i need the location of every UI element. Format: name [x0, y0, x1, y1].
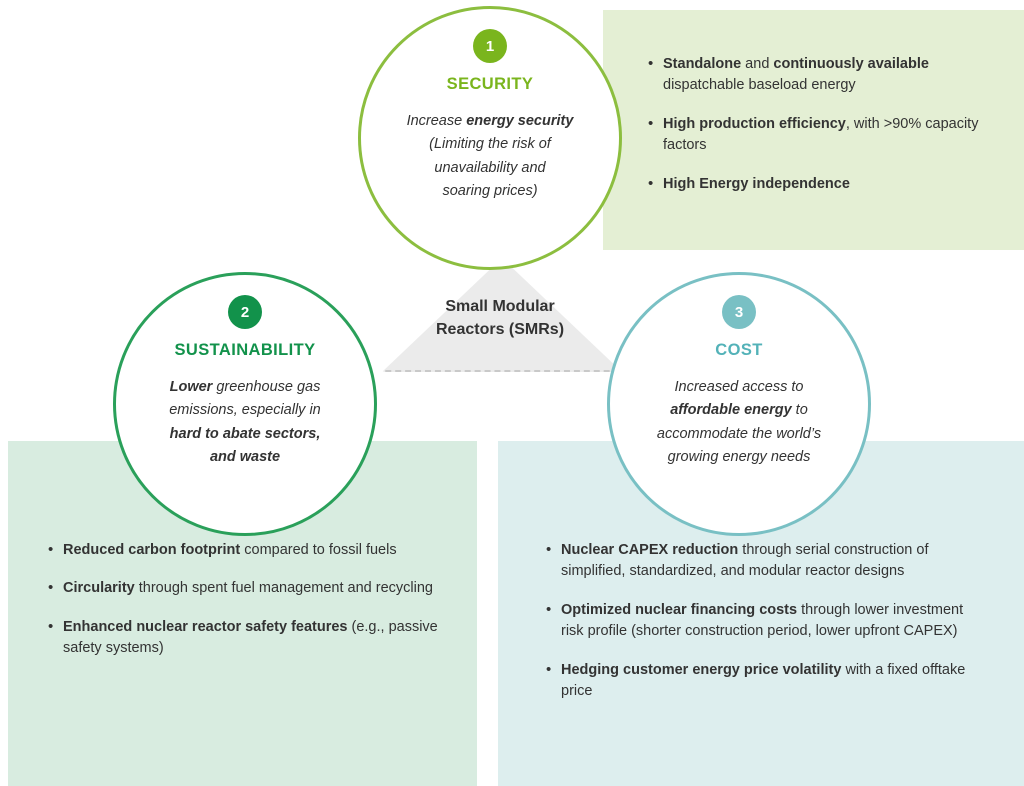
- pillar-title-security: SECURITY: [446, 75, 534, 93]
- list-item: [546, 540, 966, 583]
- bullet-bold-1: Nuclear CAPEX reduction: [561, 542, 739, 558]
- bullet-rest: , with >90% capacity factors: [663, 115, 979, 154]
- security-desc-line4: soaring prices): [442, 183, 538, 200]
- bullet-rest: through spent fuel management and recycling: [134, 580, 433, 597]
- bullet-rest: dispatchable baseload energy: [663, 77, 856, 94]
- sustainability-desc-bold: Lower: [169, 379, 213, 395]
- bullet-rest: with a fixed offtake price: [561, 661, 966, 700]
- bullet-bold-2: continuously available: [773, 56, 929, 72]
- pillar-title-sustainability: SUSTAINABILITY: [174, 341, 316, 359]
- pillar-description-cost: [639, 376, 839, 470]
- center-label-line-2: Reactors (SMRs): [435, 321, 565, 339]
- pillar-circle-security: [358, 6, 622, 270]
- pillar-number-badge-security: 1: [473, 29, 507, 63]
- list-item: [648, 54, 998, 97]
- cost-desc-line1: Increased access to: [674, 379, 804, 395]
- bullet-list-cost: [546, 540, 966, 703]
- security-desc-bold: energy security: [466, 113, 574, 129]
- bullet-bold-1: Hedging customer energy price volatility: [561, 661, 842, 678]
- cost-desc-line3: accommodate the world’s: [656, 425, 822, 442]
- bullet-rest: (e.g., passive safety systems): [63, 618, 438, 657]
- bullet-bold-1: Optimized nuclear financing costs: [561, 601, 798, 618]
- list-item: [648, 114, 998, 157]
- list-item: [546, 660, 966, 703]
- cost-desc-line4: growing energy needs: [667, 449, 811, 466]
- sustainability-desc-line4: and waste: [209, 449, 281, 466]
- cost-desc-line2-plain: to: [791, 402, 808, 419]
- pillar-description-sustainability: [145, 376, 345, 470]
- pillar-circle-sustainability: [113, 272, 377, 536]
- sustainability-desc-line2: emissions, especially in: [169, 402, 321, 419]
- pillar-title-cost: COST: [715, 341, 763, 359]
- sustainability-desc-line3: hard to abate sectors,: [169, 425, 321, 442]
- list-item: [48, 578, 443, 599]
- bullet-rest: through lower investment risk profile (shorter construction period, lower upfront CAPEX): [561, 601, 964, 640]
- bullet-list-security: [648, 54, 998, 195]
- center-triangle-label: [382, 295, 618, 341]
- list-item: [648, 174, 998, 195]
- pillar-description-security: [390, 110, 590, 204]
- security-desc-line2: (Limiting the risk of: [429, 136, 551, 153]
- bullet-list-sustainability: [48, 540, 443, 660]
- bullet-mid: and: [741, 56, 774, 72]
- bullet-rest: through serial construction of simplified, standardized, and modular reactor designs: [561, 542, 929, 580]
- bullet-bold-1: High production efficiency: [663, 115, 846, 132]
- list-item: [546, 600, 966, 643]
- pillar-number-badge-cost: 3: [722, 295, 756, 329]
- pillar-number-badge-sustainability: 2: [228, 295, 262, 329]
- center-label-line-1: Small Modular: [445, 298, 555, 315]
- list-item: [48, 617, 443, 660]
- bullet-bold-1: Enhanced nuclear reactor safety features: [63, 618, 348, 635]
- bullet-bold-1: High Energy independence: [663, 175, 850, 192]
- bullet-rest: compared to fossil fuels: [240, 542, 397, 558]
- pillar-circle-cost: [607, 272, 871, 536]
- bullet-bold-1: Reduced carbon footprint: [63, 542, 241, 558]
- bullet-bold-1: Circularity: [63, 580, 135, 597]
- sustainability-desc-plain: greenhouse gas: [212, 379, 321, 395]
- security-desc-plain: Increase: [406, 113, 467, 129]
- bullet-bold-1: Standalone: [663, 56, 742, 72]
- cost-desc-line2-bold: affordable energy: [670, 402, 792, 419]
- list-item: [48, 540, 443, 561]
- security-desc-line3: unavailability and: [434, 159, 546, 176]
